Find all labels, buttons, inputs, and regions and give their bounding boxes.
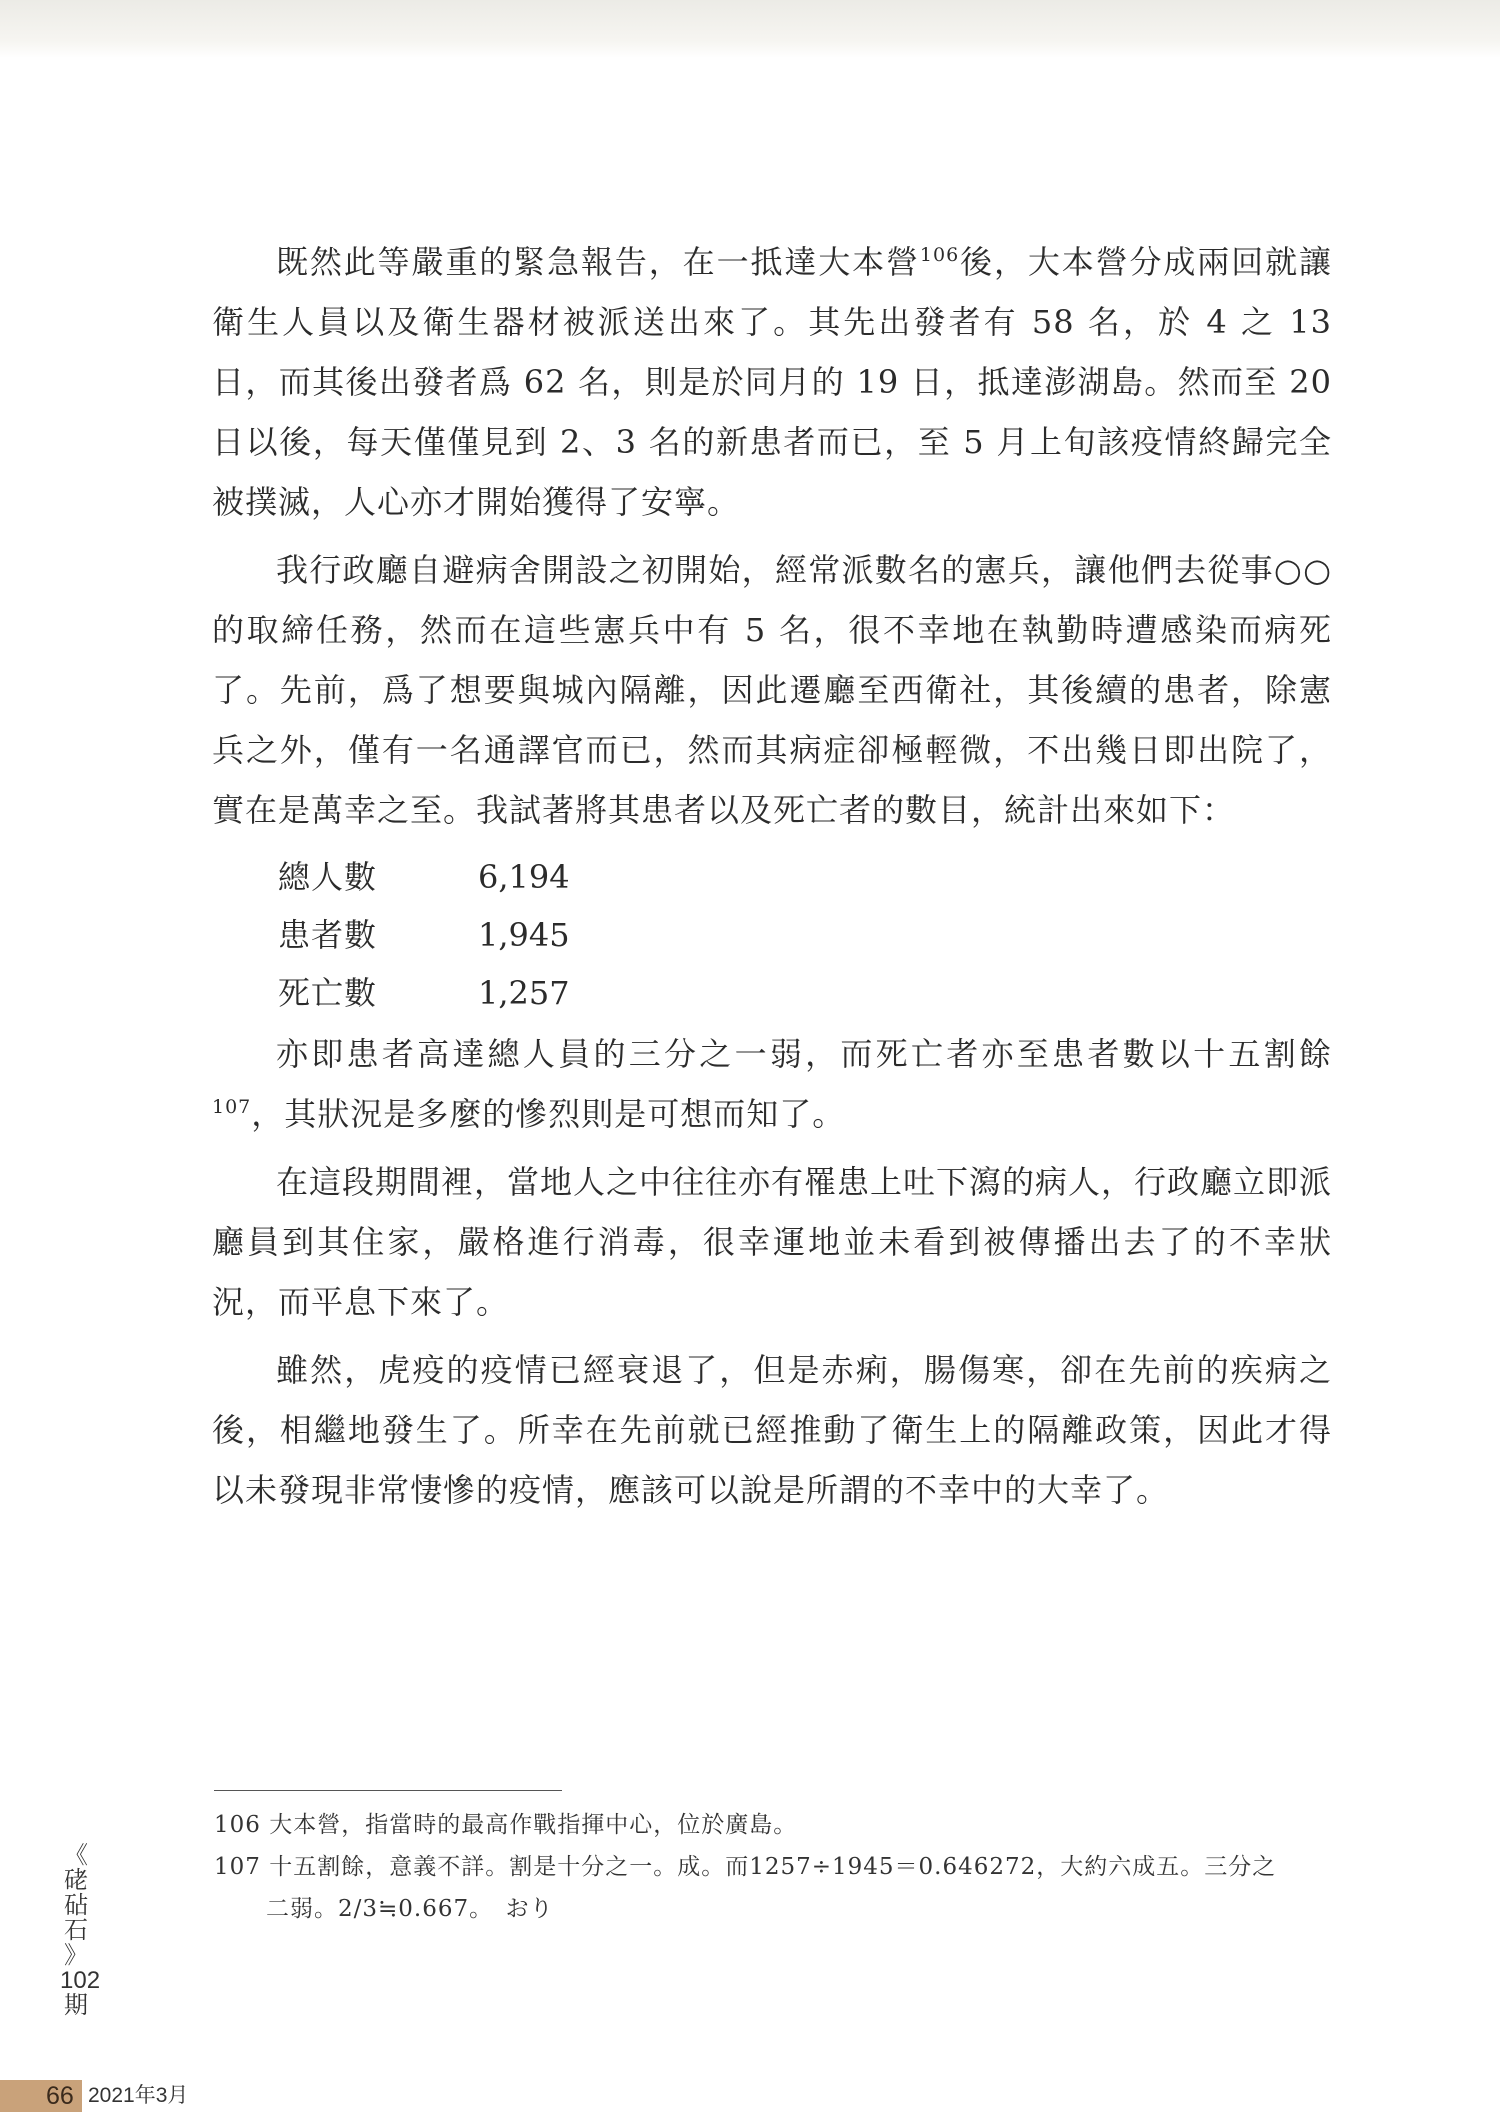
journal-title-close: 》 bbox=[64, 1942, 88, 1969]
stat-row-deaths bbox=[212, 964, 1332, 1022]
stat-label: 總人數 bbox=[278, 858, 378, 896]
footnote-ref-107[interactable]: 107 bbox=[212, 1096, 252, 1118]
journal-title-char: 石 bbox=[64, 1917, 88, 1944]
stat-row-patients bbox=[212, 906, 1332, 964]
footnote-107-line-1: 107 十五割餘，意義不詳。割是十分之一。成。而1257÷1945＝0.646272，大約六成五。三分之 bbox=[214, 1854, 1277, 1880]
journal-title-char: 硓 bbox=[64, 1867, 88, 1894]
paragraph-4: 在這段期間裡，當地人之中往往亦有罹患上吐下瀉的病人，行政廳立即派廳員到其住家，嚴格進行消毒，很幸運地並未看到被傳播出去了的不幸狀況，而平息下來了。 bbox=[212, 1163, 1333, 1321]
page-number: 66 bbox=[46, 2082, 74, 2110]
journal-issue-suffix: 期 bbox=[64, 1992, 88, 2019]
journal-title-char: 砧 bbox=[64, 1892, 88, 1919]
journal-title-open: 《 bbox=[64, 1842, 88, 1869]
issue-date: 2021年3月 bbox=[88, 2084, 189, 2107]
stat-label: 患者數 bbox=[278, 916, 378, 954]
paragraph-1-part-a: 既然此等嚴重的緊急報告，在一抵達大本營 bbox=[276, 243, 920, 281]
stat-value: 6,194 bbox=[478, 858, 570, 896]
stat-value: 1,257 bbox=[478, 974, 570, 1012]
footnote-107-line-2: 二弱。2/3≒0.667。 おり bbox=[266, 1896, 554, 1922]
paragraph-2: 我行政廳自避病舍開設之初開始，經常派數名的憲兵，讓他們去從事○○的取締任務，然而在這些憲兵中有 5 名，很不幸地在執勤時遭感染而病死了。先前，爲了想要與城內隔離，因此遷廳至西衛社，其後續的患者，除憲兵之外，僅有一名通譯官而已，然而其病症卻極輕微，不出幾日即出院了，實在是萬幸之至。我試著將其患者以及死亡者的數目，統計出來如下： bbox=[212, 551, 1332, 829]
paragraph-3 bbox=[212, 1024, 1332, 1144]
journal-issue-number: 102 bbox=[60, 1967, 101, 1994]
page-top-shadow bbox=[0, 0, 1500, 58]
footnote-ref-106[interactable]: 106 bbox=[919, 244, 960, 266]
footnote-107 bbox=[214, 1846, 1336, 1930]
stat-row-total bbox=[212, 848, 1332, 906]
journal-title-vertical bbox=[60, 1842, 101, 2019]
stat-value: 1,945 bbox=[478, 916, 570, 954]
footnote-106: 106 大本營，指當時的最高作戰指揮中心，位於廣島。 bbox=[214, 1812, 798, 1838]
footnote-divider bbox=[214, 1790, 562, 1791]
statistics-list bbox=[212, 848, 1332, 1022]
footnotes bbox=[214, 1804, 1336, 1930]
paragraph-3-part-b: ，其狀況是多麼的慘烈則是可想而知了。 bbox=[251, 1095, 846, 1133]
article-body bbox=[212, 232, 1332, 1528]
paragraph-5: 雖然，虎疫的疫情已經衰退了，但是赤痢，腸傷寒，卻在先前的疾病之後，相繼地發生了。所幸在先前就已經推動了衛生上的隔離政策，因此才得以未發現非常悽慘的疫情，應該可以說是所謂的不幸中的大幸了。 bbox=[212, 1351, 1332, 1509]
paragraph-1 bbox=[212, 232, 1332, 532]
paragraph-1-part-b: 後，大本營分成兩回就讓衛生人員以及衛生器材被派送出來了。其先出發者有 58 名，於 4 之 13 日，而其後出發者爲 62 名，則是於同月的 19 日，抵達澎湖島。然而至 20 日以後，每天僅僅見到 2、3 名的新患者而已，至 5 月上旬該疫情終歸完全被撲滅，人心亦才開始獲得了安寧。 bbox=[212, 243, 1332, 521]
stat-label: 死亡數 bbox=[278, 974, 378, 1012]
paragraph-3-part-a: 亦即患者高達總人員的三分之一弱，而死亡者亦至患者數以十五割餘 bbox=[276, 1035, 1332, 1073]
